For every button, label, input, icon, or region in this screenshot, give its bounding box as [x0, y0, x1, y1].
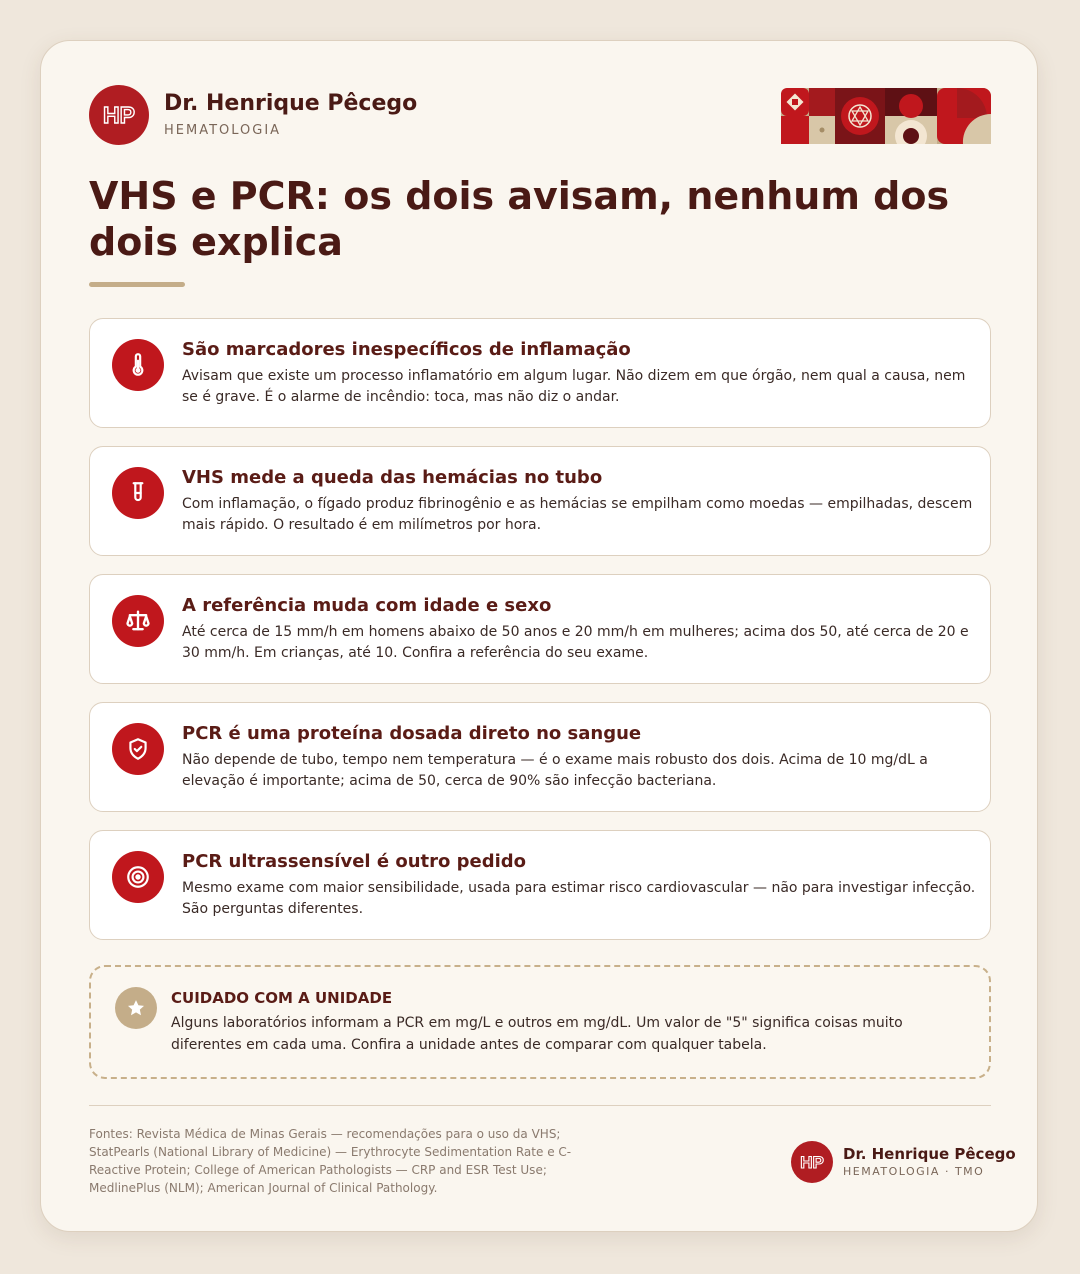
brand-name: Dr. Henrique Pêcego: [164, 91, 418, 116]
warning-heading: CUIDADO COM A UNIDADE: [171, 989, 393, 1007]
test-tube-icon: [112, 467, 164, 519]
info-card-heading: PCR é uma proteína dosada direto no sangue: [182, 723, 642, 744]
info-card-hs-pcr: [89, 830, 991, 940]
footer-specialty: HEMATOLOGIA · TMO: [843, 1165, 985, 1178]
info-card-text: Até cerca de 15 mm/h em homens abaixo de 50 anos e 20 mm/h em mulheres; acima dos 50, até cerca de 20 e 30 mm/h. Em crianças, até 10. Confira a referência do seu exame.: [182, 624, 969, 661]
info-card-heading: PCR ultrassensível é outro pedido: [182, 851, 527, 872]
info-card-text: Não depende de tubo, tempo nem temperatura — é o exame mais robusto dos dois. Acima de 10 mg/dL a elevação é importante; acima de 50, cerca de 90% são infecção bacteriana.: [182, 752, 928, 789]
thermometer-icon: [112, 339, 164, 391]
info-card-heading: A referência muda com idade e sexo: [182, 595, 552, 616]
info-card-pcr: [89, 702, 991, 812]
info-card-heading: São marcadores inespecíficos de inflamação: [182, 339, 631, 360]
sources-text: Fontes: Revista Médica de Minas Gerais — recomendações para o uso da VHS; StatPearls (National Library of Medicine) — Erythrocyte Sedimentation Rate e C-Reactive Protein; College of American Pathologists — CRP and ESR Test Use; MedlinePlus (NLM); American Journal of Clinical Pathology.: [89, 1127, 572, 1195]
page-title: VHS e PCR: os dois avisam, nenhum dos dois explica: [89, 174, 950, 264]
info-card-reference-values: [89, 574, 991, 684]
info-card-text: Com inflamação, o fígado produz fibrinogênio e as hemácias se empilham como moedas — empilhadas, descem mais rápido. O resultado é em milímetros por hora.: [182, 496, 973, 533]
logo-icon: [89, 85, 149, 145]
shield-check-icon: [112, 723, 164, 775]
footer-name: Dr. Henrique Pêcego: [843, 1145, 1016, 1163]
info-card-inflammation-markers: [89, 318, 991, 428]
star-icon: [115, 987, 157, 1029]
target-icon: [112, 851, 164, 903]
decorative-pattern-icon: [781, 88, 991, 144]
scale-icon: [112, 595, 164, 647]
warning-text: Alguns laboratórios informam a PCR em mg/L e outros em mg/dL. Um valor de "5" significa coisas muito diferentes em cada uma. Confira a unidade antes de comparar com qualquer tabela.: [171, 1015, 903, 1053]
footer-logo-icon: [791, 1141, 833, 1183]
infographic-card: [40, 40, 1038, 1232]
info-card-text: Avisam que existe um processo inflamatório em algum lugar. Não dizem em que órgão, nem qual a causa, nem se é grave. É o alarme de incêndio: toca, mas não diz o andar.: [182, 368, 966, 405]
info-card-text: Mesmo exame com maior sensibilidade, usada para estimar risco cardiovascular — não para investigar infecção. São perguntas diferentes.: [182, 880, 976, 917]
svg-text:HP: HP: [103, 102, 135, 128]
info-card-heading: VHS mede a queda das hemácias no tubo: [182, 467, 603, 488]
unit-warning-box: [89, 965, 991, 1079]
svg-text:HP: HP: [800, 1153, 824, 1172]
brand-specialty: HEMATOLOGIA: [164, 123, 282, 138]
footer-divider: [89, 1105, 991, 1106]
info-card-vhs: [89, 446, 991, 556]
title-underline: [89, 282, 185, 287]
